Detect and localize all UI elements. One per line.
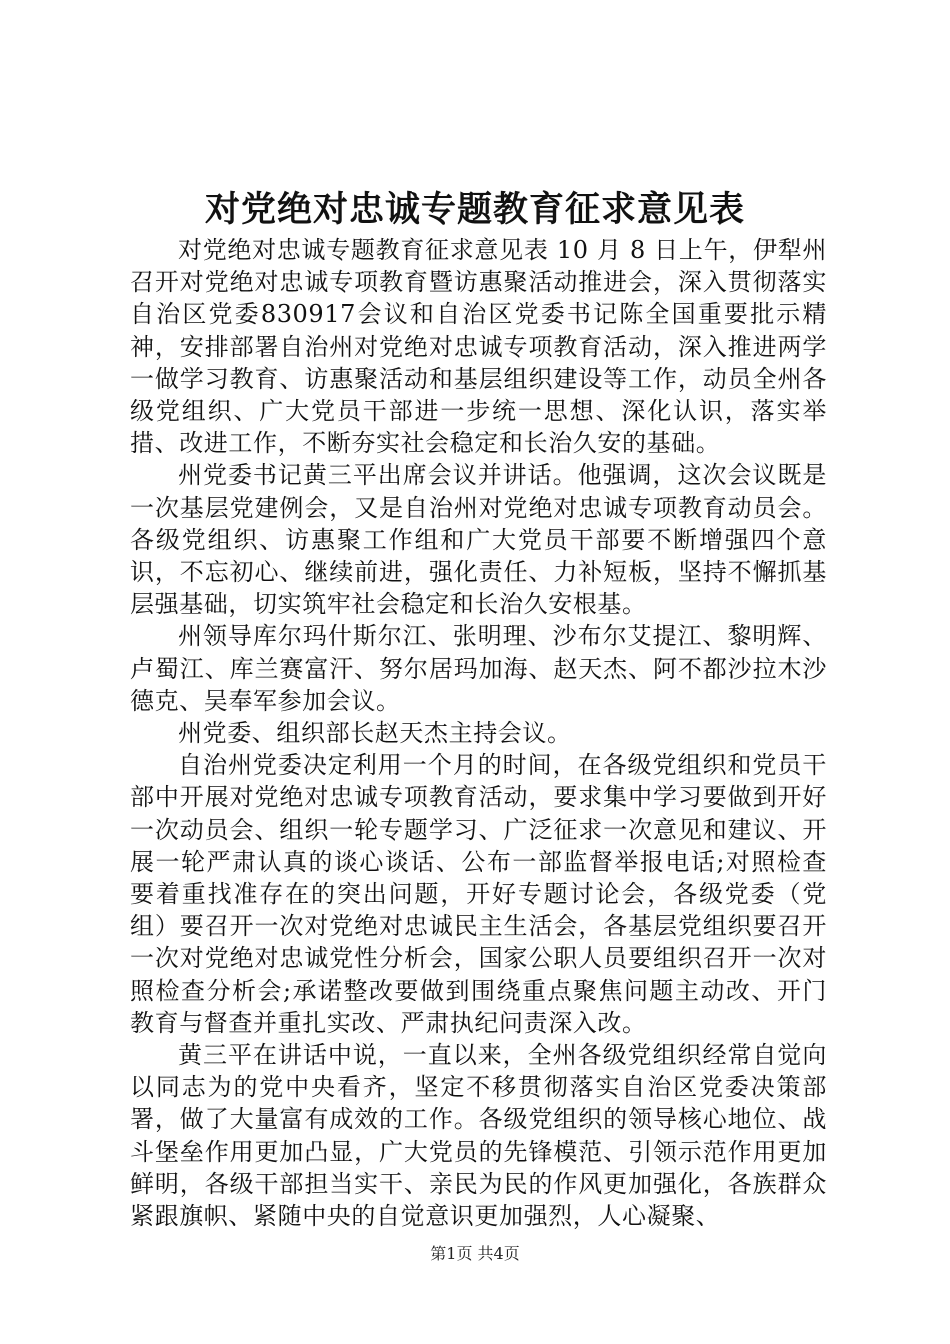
- document-body: [130, 234, 827, 1232]
- page-number-footer: 第1页 共4页: [430, 1244, 520, 1263]
- paragraph-1: 对党绝对忠诚专题教育征求意见表 10 月 8 日上午，伊犁州召开对党绝对忠诚专项教育暨访惠聚活动推进会，深入贯彻落实自治区党委830917会议和自治区党委书记陈全国重要批示精神，安排部署自治州对党绝对忠诚专项教育活动，深入推进两学一做学习教育、访惠聚活动和基层组织建设等工作，动员全州各级党组织、广大党员干部进一步统一思想、深化认识，落实举措、改进工作，不断夯实社会稳定和长治久安的基础。: [130, 236, 827, 458]
- paragraph-3: 州领导库尔玛什斯尔江、张明理、沙布尔艾提江、黎明辉、卢蜀江、库兰赛富汗、努尔居玛加海、赵天杰、阿不都沙拉木沙德克、吴奉军参加会议。: [130, 622, 827, 715]
- paragraph-6: 黄三平在讲话中说，一直以来，全州各级党组织经常自觉向以同志为的党中央看齐，坚定不移贯彻落实自治区党委决策部署，做了大量富有成效的工作。各级党组织的领导核心地位、战斗堡垒作用更加凸显，广大党员的先锋模范、引领示范作用更加鲜明，各级干部担当实干、亲民为民的作风更加强化，各族群众紧跟旗帜、紧随中央的自觉意识更加强烈，人心凝聚、: [130, 1041, 827, 1231]
- document-title: 对党绝对忠诚专题教育征求意见表: [204, 189, 745, 230]
- paragraph-5: 自治州党委决定利用一个月的时间，在各级党组织和党员干部中开展对党绝对忠诚专项教育活动，要求集中学习要做到开好一次动员会、组织一轮专题学习、广泛征求一次意见和建议、开展一轮严肃认真的谈心谈话、公布一部监督举报电话;对照检查要着重找准存在的突出问题，开好专题讨论会，各级党委（党组）要召开一次对党绝对忠诚民主生活会，各基层党组织要召开一次对党绝对忠诚党性分析会，国家公职人员要组织召开一次对照检查分析会;承诺整改要做到围绕重点聚焦问题主动改、开门教育与督查并重扎实改、严肃执纪问责深入改。: [130, 751, 827, 1037]
- paragraph-2: 州党委书记黄三平出席会议并讲话。他强调，这次会议既是一次基层党建例会，又是自治州对党绝对忠诚专项教育动员会。各级党组织、访惠聚工作组和广大党员干部要不断增强四个意识，不忘初心、继续前进，强化责任、力补短板，坚持不懈抓基层强基础，切实筑牢社会稳定和长治久安根基。: [130, 461, 827, 619]
- paragraph-4: 州党委、组织部长赵天杰主持会议。: [178, 719, 572, 748]
